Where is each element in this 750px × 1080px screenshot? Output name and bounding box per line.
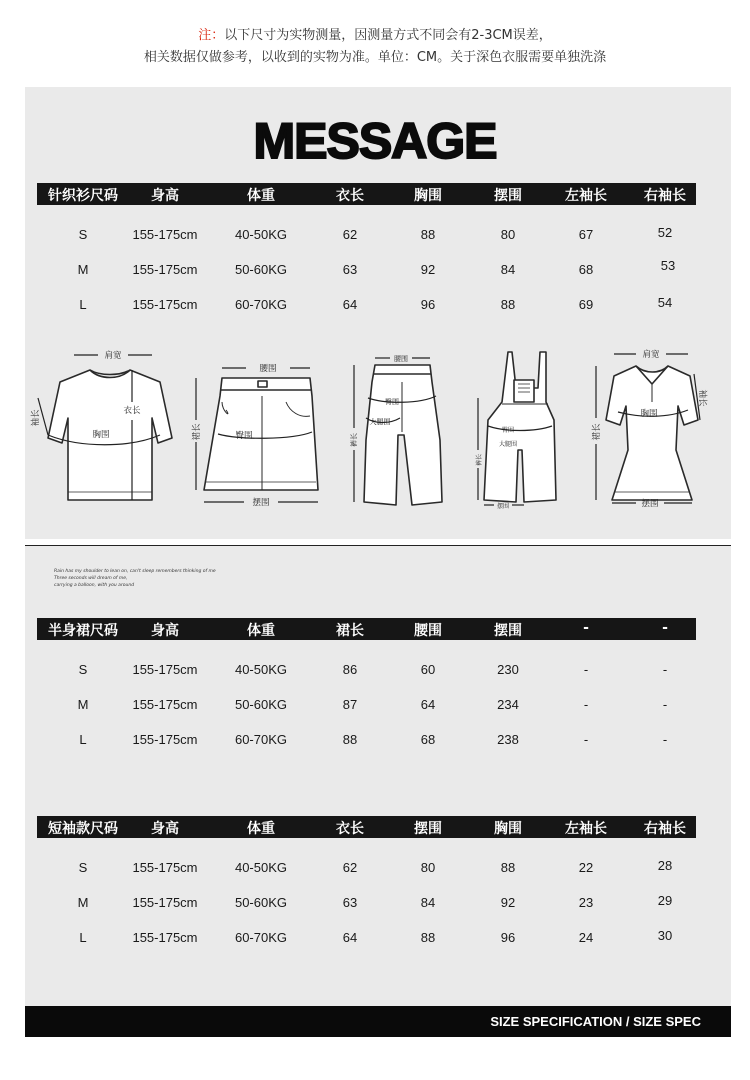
label-pants-hip: 臀围 bbox=[385, 398, 399, 406]
label-skirt-length: 裙长 bbox=[192, 423, 202, 441]
table1-col-chest: 胸围 bbox=[414, 188, 442, 204]
table-row bbox=[0, 297, 750, 317]
cell-length: 63 bbox=[342, 262, 358, 277]
label-dress-hem: 摆围 bbox=[641, 499, 659, 509]
pants-icon bbox=[364, 365, 442, 505]
cell-chest: 92 bbox=[420, 262, 436, 277]
table-row bbox=[0, 662, 750, 682]
cell-size: L bbox=[79, 732, 87, 747]
cell-hem: 230 bbox=[497, 662, 519, 677]
cell-empty: - bbox=[662, 732, 668, 747]
cell-empty: - bbox=[662, 697, 668, 712]
cell-chest: 88 bbox=[420, 227, 436, 242]
cell-hem: 84 bbox=[500, 262, 516, 277]
label-length: 衣长 bbox=[123, 406, 141, 416]
table1-col-length: 衣长 bbox=[336, 188, 364, 204]
cell-length: 64 bbox=[342, 930, 358, 945]
cell-size: L bbox=[79, 930, 87, 945]
cell-height: 155-175cm bbox=[132, 262, 198, 277]
cell-left-sleeve: 23 bbox=[578, 895, 594, 910]
table-row bbox=[0, 227, 750, 247]
label-overalls-hip: 臀围 bbox=[501, 427, 515, 434]
cell-weight: 60-70KG bbox=[234, 930, 288, 945]
cell-weight: 60-70KG bbox=[234, 732, 288, 747]
label-pants-waist: 腰围 bbox=[394, 355, 408, 363]
cell-right-sleeve: 53 bbox=[660, 258, 676, 273]
label-dress-sleeve: 袖长 bbox=[697, 389, 707, 407]
cell-left-sleeve: 24 bbox=[578, 930, 594, 945]
cell-size: S bbox=[78, 662, 88, 677]
cell-hem: 80 bbox=[420, 860, 436, 875]
footer-bar bbox=[25, 1006, 731, 1037]
table-row bbox=[0, 930, 750, 950]
cell-weight: 40-50KG bbox=[234, 227, 288, 242]
label-shoulder: 肩宽 bbox=[104, 351, 122, 361]
cell-hem: 238 bbox=[497, 732, 519, 747]
panel-divider bbox=[25, 545, 731, 546]
cell-length: 86 bbox=[342, 662, 358, 677]
footer-label: SIZE SPECIFICATION / SIZE SPEC bbox=[490, 1014, 701, 1029]
cell-size: S bbox=[78, 860, 88, 875]
cell-size: S bbox=[78, 227, 88, 242]
cell-length: 62 bbox=[342, 860, 358, 875]
table1-header bbox=[37, 183, 696, 205]
cell-right-sleeve: 29 bbox=[657, 893, 673, 908]
table1-col-left-sleeve: 左袖长 bbox=[565, 188, 607, 204]
cell-right-sleeve: 28 bbox=[657, 858, 673, 873]
garment-diagrams bbox=[0, 340, 750, 540]
cell-length: 88 bbox=[342, 732, 358, 747]
table2-col-empty-1: - bbox=[583, 620, 589, 636]
overalls-icon bbox=[484, 352, 556, 502]
table3-col-weight: 体重 bbox=[247, 821, 275, 837]
quote-text bbox=[54, 568, 216, 589]
cell-weight: 40-50KG bbox=[234, 860, 288, 875]
cell-right-sleeve: 52 bbox=[657, 225, 673, 240]
label-overalls-hem: 摆围 bbox=[496, 503, 510, 510]
cell-empty: - bbox=[583, 662, 589, 677]
cell-empty: - bbox=[662, 662, 668, 677]
table1-col-right-sleeve: 右袖长 bbox=[644, 188, 686, 204]
polo-dress-icon bbox=[606, 366, 698, 500]
table3-col-height: 身高 bbox=[151, 821, 179, 837]
cell-length: 64 bbox=[342, 297, 358, 312]
label-overalls-length: 裤长 bbox=[476, 453, 483, 467]
tshirt-icon bbox=[48, 370, 172, 500]
label-hem: 摆围 bbox=[252, 498, 270, 508]
cell-size: M bbox=[77, 697, 89, 712]
table3-col-right-sleeve: 右袖长 bbox=[644, 821, 686, 837]
label-waist: 腰围 bbox=[259, 364, 277, 374]
table2-col-size: 半身裙尺码 bbox=[48, 623, 118, 639]
cell-height: 155-175cm bbox=[132, 662, 198, 677]
table2-col-empty-2: - bbox=[662, 620, 668, 636]
table3-col-length: 衣长 bbox=[336, 821, 364, 837]
cell-weight: 60-70KG bbox=[234, 297, 288, 312]
cell-hem: 80 bbox=[500, 227, 516, 242]
quote-line-2: Three seconds will dream of me, bbox=[54, 576, 128, 581]
label-pants-length: 裤长 bbox=[350, 433, 358, 447]
cell-chest: 96 bbox=[420, 297, 436, 312]
label-pants-thigh: 大腿围 bbox=[369, 418, 391, 426]
table2-col-weight: 体重 bbox=[247, 623, 275, 639]
cell-length: 62 bbox=[342, 227, 358, 242]
label-sleeve: 袖长 bbox=[31, 409, 41, 427]
label-dress-chest: 胸围 bbox=[640, 409, 658, 419]
cell-hem: 88 bbox=[420, 930, 436, 945]
label-hip: 臀围 bbox=[235, 431, 253, 441]
cell-height: 155-175cm bbox=[132, 227, 198, 242]
cell-length: 63 bbox=[342, 895, 358, 910]
table-row bbox=[0, 258, 750, 282]
cell-chest: 96 bbox=[500, 930, 516, 945]
table1-col-height: 身高 bbox=[151, 188, 179, 204]
cell-height: 155-175cm bbox=[132, 697, 198, 712]
table3-col-left-sleeve: 左袖长 bbox=[565, 821, 607, 837]
table-row bbox=[0, 732, 750, 752]
table-row bbox=[0, 860, 750, 880]
skirt-icon bbox=[204, 378, 318, 490]
cell-height: 155-175cm bbox=[132, 732, 198, 747]
notice-line-2: 相关数据仅做参考，以收到的实物为准。单位：CM。关于深色衣服需要单独洗涤 bbox=[143, 50, 607, 65]
cell-weight: 40-50KG bbox=[234, 662, 288, 677]
cell-size: M bbox=[77, 895, 89, 910]
table3-col-hem: 摆围 bbox=[414, 821, 442, 837]
cell-weight: 50-60KG bbox=[234, 895, 288, 910]
table3-col-size: 短袖款尺码 bbox=[48, 821, 118, 837]
cell-chest: 92 bbox=[500, 895, 516, 910]
label-chest: 胸围 bbox=[92, 430, 110, 440]
quote-line-3: carrying a balloon, with you around bbox=[54, 583, 135, 588]
cell-waist: 60 bbox=[420, 662, 436, 677]
cell-height: 155-175cm bbox=[132, 930, 198, 945]
cell-empty: - bbox=[583, 732, 589, 747]
cell-height: 155-175cm bbox=[132, 895, 198, 910]
table2-col-height: 身高 bbox=[151, 623, 179, 639]
label-overalls-thigh: 大腿围 bbox=[498, 441, 518, 448]
cell-left-sleeve: 68 bbox=[578, 262, 594, 277]
table2-col-hem: 摆围 bbox=[494, 623, 522, 639]
table3-header bbox=[37, 816, 696, 838]
cell-weight: 50-60KG bbox=[234, 262, 288, 277]
cell-waist: 64 bbox=[420, 697, 436, 712]
cell-height: 155-175cm bbox=[132, 860, 198, 875]
cell-hem: 234 bbox=[497, 697, 519, 712]
table2-header bbox=[37, 618, 696, 640]
label-dress-shoulder: 肩宽 bbox=[642, 350, 660, 360]
cell-hem: 88 bbox=[500, 297, 516, 312]
cell-right-sleeve: 30 bbox=[657, 928, 673, 943]
label-dress-length: 裙长 bbox=[592, 423, 602, 441]
quote-line-1: Rain has my shoulder to lean on, can't sleep remembers thinking of me bbox=[54, 569, 216, 574]
cell-hem: 84 bbox=[420, 895, 436, 910]
cell-height: 155-175cm bbox=[132, 297, 198, 312]
cell-left-sleeve: 22 bbox=[578, 860, 594, 875]
cell-waist: 68 bbox=[420, 732, 436, 747]
cell-length: 87 bbox=[342, 697, 358, 712]
table1-col-hem: 摆围 bbox=[494, 188, 522, 204]
table2-col-waist: 腰围 bbox=[414, 623, 442, 639]
cell-size: L bbox=[79, 297, 87, 312]
table1-col-size: 针织衫尺码 bbox=[48, 188, 118, 204]
table-row bbox=[0, 895, 750, 915]
page-title: MESSAGE bbox=[253, 113, 497, 169]
cell-size: M bbox=[77, 262, 89, 277]
cell-empty: - bbox=[583, 697, 589, 712]
notice-text-1: 以下尺寸为实物测量，因测量方式不同会有2-3CM误差， bbox=[224, 28, 552, 43]
cell-left-sleeve: 69 bbox=[578, 297, 594, 312]
table1-col-weight: 体重 bbox=[247, 188, 275, 204]
cell-chest: 88 bbox=[500, 860, 516, 875]
cell-weight: 50-60KG bbox=[234, 697, 288, 712]
cell-left-sleeve: 67 bbox=[578, 227, 594, 242]
cell-right-sleeve: 54 bbox=[657, 295, 673, 310]
notice-line-1 bbox=[0, 24, 750, 43]
notice-prefix: 注： bbox=[198, 28, 225, 43]
table2-col-length: 裙长 bbox=[336, 623, 364, 639]
table3-col-chest: 胸围 bbox=[494, 821, 522, 837]
table-row bbox=[0, 697, 750, 717]
